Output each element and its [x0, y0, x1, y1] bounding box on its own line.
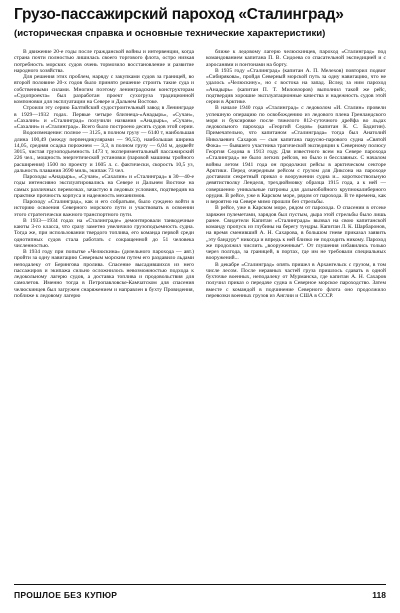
- page-footer: [14, 584, 386, 600]
- paragraph: В движение 20-е годы после гражданской войны и интервенции, когда страна почти полностью лишилась своего торгового флота, остро низкая потребность морских судов очень тормозило восстановление и развитие народного хозяйства.: [14, 49, 194, 74]
- paragraph: Пароходу «Сталинград», как и его собратьям, было суждено войти в историю освоения Северного морского пути и участвовать в освоении этого стратегически важного транспортного пути.: [14, 199, 194, 218]
- paragraph: В 1933—1934 годах на «Сталинграде» демонтировали танкодечные каюты 3-го класса, что сразу заметно увеличило грузоподъемность судна. Тогда же, при использовании твердого топлива, его команда первой среди однотипных судов стала работать с сокращенной до 51 человека численностью.: [14, 217, 194, 249]
- paragraph: Строили эту серию Балтийский судостроительный завод в Ленинграде в 1929—1932 годах. Первые четыре близнеца-«Анадырь», «Сучан», «Сахалин» и «Сталинград» получили названия «Анадырь», «Сучан», «Сахалин» и «Сталинград». Всего было построено десять судов этой серии.: [14, 105, 194, 130]
- paragraph: Пароходы «Анадырь», «Сучан», «Сахалин» и «Сталинград» в 30—40-е годы интенсивно эксплуатировались на Севере и Дальнем Востоке на самых различных перевозках, зачастую в ледовых условиях, подтвердив на практике прочность корпуса и надежность механизмов.: [14, 174, 194, 199]
- column-right: [206, 49, 386, 567]
- article-title: Грузо-пассажирский пароход «Сталинград»: [14, 6, 344, 23]
- article-subtitle: (историческая справка и основные технические характеристики): [14, 28, 326, 39]
- column-left: [14, 49, 194, 567]
- paragraph: ближе к ледовому лагерю челюскинцев, пароход «Сталинград» под командованием капитана П. В. Сидоева со спасательной экспедицией и с аэросанями и понтонами на борту.: [206, 49, 386, 68]
- paragraph: В начале 1940 года «Сталинград» с ледоколом «И. Сталин» провели успешную операцию по освобождению из ледового плена Гренландского моря и буксировке после тяжелого 812-суточного дрейфа во льдах ледокольного парохода «Георгий Седов» (капитан К. С. Бадигин). Примечательно, что капитаном «Сталинграда» тогда был Анатолий Николаевич Сахаров — сын капитана парусно-парового судна «Святой Фока» — бывшего участника трагической экспедиции к Северному полюсу Георгия Седова в 1913 году. Для известного всем на Севере парохода «Сталинград» не было легких рейсов, но было и бесславных. С началом войны летом 1941 года он продолжил рейсы в арктическом секторе Арктики. Перед очередным рейсом с грузом для Диксона на пароходе доставили секретный приказ о вооружении судна и... короткоствольную девятистволку Ленделя, трехдюймовку образца 1915 года, а к ней — совершенно уникальные патроны для дальнобойного крупнокалиберного орудия. В рейсе, уже в Карском море, рядом от парохода. В те времена, как и вероятно на Севере мимо прошли без стрельбы.: [206, 105, 386, 205]
- paragraph: В рейсе, уже в Карском море, рядом от парохода. О спасении в отсеке заряжен пулеметами, зарядов был пустым, дыра этой стрельбы было лишь ранее. Свидетели Капитан «Сталинграда» вызвал на свою капитанской команду пропуск из глубины на берегу тундры. Капитан Л. К. Шарбаронов, на время сменивший А. Н. Сахарова, в большом гневе приказал заявить „эту бандуру“ никогда и впредь к ней близко не подходить никому. Пароход же продолжил числить „вооруженным“. От глушения избавились только через полгода, за границей, в портах, где им не требовали специальных вооружений...: [206, 205, 386, 262]
- paragraph: В 1935 году «Сталинград» (капитан А. П. Мелехов) повторил подвиг «Сибирякова», пройдя Северный морской путь за одну навигацию, что не удалось «Челюскину», но с востока на запад. Вслед за ним пароход «Анадырь» (капитан П. Т. Миловзоров) выполнил такой же рейс, подтвердив хорошие эксплуатационные качества и надежность судов этой серии в Арктике.: [206, 67, 386, 105]
- page-number: 118: [372, 590, 386, 600]
- article-body: [14, 49, 386, 567]
- journal-section-title: ПРОШЛОЕ БЕЗ КУПЮР: [14, 590, 118, 600]
- paragraph: В декабре «Сталинград» опять пришел в Архангельск с грузом, в том числе лесом. После неравных частей груза пришлось сдавать в одной бухточке военных, неподалеку от Мурманска, где капитан А. Н. Сахаров получил приказ о передаче судна в Северное морское пароходство. Затем вместе с командой в подчинение Северного флота оно продолжило перевозки военных грузов из Англии и США в СССР.: [206, 261, 386, 299]
- paragraph: Для решения этих проблем, наряду с закупками судов за границей, во второй половине 20-х годов было принято решение строить такие суда и собственными силами. Многим поэтому ленинградским конструкторам «Судопроекта» был разработан проект сухогруза традиционной компоновки для эксплуатации на Севере и Дальнем Востоке.: [14, 74, 194, 105]
- paragraph: Водоизмещение: полное — 3125, в полном грузу — 6140 т, наибольшая длина 100,49 (между перпендикулярами — 96,53), наибольшая ширина 14,05, средняя осадка порожнем — 3,3, в полном грузу — 6,04 м, дедвейт 3015, чистая грузоподъемность 1473 т, экспериментальный пассажирский 226 чел., мощность энергетической установки (паровой машины тройного расширения) 1500 по проекту и 1605 л. с. фактически, скорость 10,5 уз, дальность плавания 3690 миль, экипаж 73 чел.: [14, 130, 194, 174]
- paragraph: В 1934 году при попытке «Челюскина» (дизельного парохода — авт.) пройти за одну навигацию Северным морским путем его раздавило льдами неподалеку от Берингова пролива. Спасение высадившихся из него пассажиров и экипажа сильно осложнилось невозможностью подхода к ледокольному лагерю судов, а доставка топлива и продовольствия для самолетов. Именно тогда в Петропавловске-Камчатском для спасения челюскинцев был загружен снаряжением и направлен в бухту Провидения, поближе к ледовому лагерю: [14, 249, 194, 299]
